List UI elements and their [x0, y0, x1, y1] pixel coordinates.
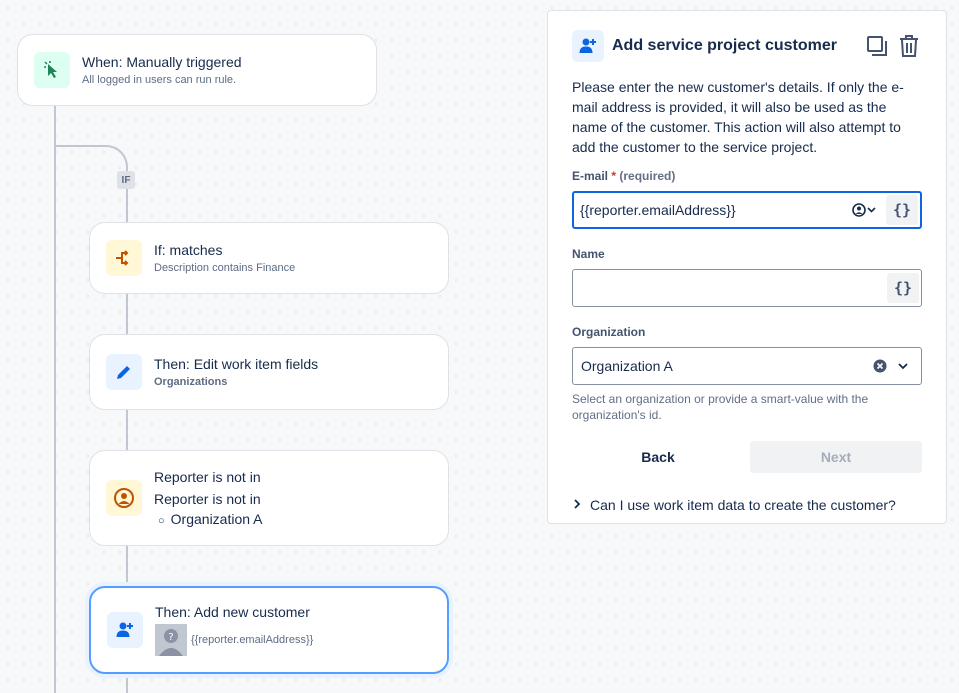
if-badge: IF [117, 171, 135, 189]
reporter-bullet-text: Organization A [170, 511, 263, 527]
condition-sub: Description contains Finance [154, 262, 296, 274]
reporter-condition-card[interactable] [89, 450, 449, 546]
delete-button[interactable] [896, 32, 922, 60]
user-picker-button[interactable] [852, 202, 878, 218]
organization-hint: Select an organization or provide a smart-value with the organization's id. [572, 392, 869, 422]
chevron-right-icon [572, 497, 582, 513]
avatar [155, 624, 187, 656]
required-mark: * [611, 169, 617, 183]
name-label: Name [572, 247, 605, 261]
config-panel [547, 10, 947, 524]
required-text: (required) [619, 169, 676, 183]
organization-value: Organization A [581, 358, 673, 374]
pencil-icon [106, 354, 142, 390]
email-field[interactable] [572, 191, 922, 229]
smart-value-button[interactable]: {} [887, 273, 919, 303]
branch-icon [106, 240, 142, 276]
duplicate-icon [866, 35, 888, 57]
add-customer-sub-row [155, 624, 313, 656]
clear-icon [873, 359, 887, 373]
edit-fields-sub: Organizations [154, 376, 228, 388]
trash-icon [898, 34, 920, 58]
person-chevron-icon [852, 202, 878, 218]
person-circle-icon [106, 480, 142, 516]
condition-card[interactable] [89, 222, 449, 294]
edit-fields-title: Then: Edit work item fields [154, 356, 319, 372]
organization-select[interactable] [572, 347, 922, 385]
reporter-title: Reporter is not in [154, 469, 261, 485]
add-person-icon [572, 30, 604, 62]
chevron-down-icon [897, 361, 909, 371]
reporter-bullet [154, 511, 263, 527]
email-label [572, 169, 922, 185]
dropdown-button[interactable] [897, 361, 909, 371]
add-customer-card[interactable] [89, 586, 449, 674]
back-button[interactable]: Back [641, 449, 675, 465]
name-field[interactable] [572, 269, 922, 307]
bullet-icon: ○ [158, 515, 165, 527]
next-button[interactable]: Next [750, 441, 922, 473]
duplicate-button[interactable] [864, 32, 890, 60]
add-customer-sub: {{reporter.emailAddress}} [191, 634, 314, 646]
cursor-click-icon [34, 52, 70, 88]
organization-label: Organization [572, 325, 646, 339]
faq-text: Can I use work item data to create the customer? [590, 497, 896, 513]
connector-main [54, 104, 56, 693]
edit-fields-card[interactable] [89, 334, 449, 410]
smart-value-button[interactable]: {} [886, 195, 918, 225]
email-value: {{reporter.emailAddress}} [580, 202, 736, 218]
faq-expander[interactable] [572, 497, 922, 513]
add-person-icon [107, 612, 143, 648]
panel-actions [572, 441, 922, 473]
condition-title: If: matches [154, 242, 223, 258]
panel-title: Add service project customer [612, 37, 837, 54]
reporter-line2: Reporter is not in [154, 491, 261, 507]
trigger-sub: All logged in users can run rule. [82, 74, 237, 86]
trigger-card[interactable] [17, 34, 377, 106]
clear-button[interactable] [873, 359, 887, 373]
svg-text:?: ? [168, 632, 174, 643]
add-customer-title: Then: Add new customer [155, 604, 310, 620]
email-label-text: E-mail [572, 169, 609, 183]
panel-header [572, 29, 922, 63]
trigger-title: When: Manually triggered [82, 54, 242, 70]
connector-branch [55, 145, 105, 147]
panel-description: Please enter the new customer's details. If only the e-mail address is provided, it will also be used as the name of the customer. This action will also attempt to add the customer to the service project. [572, 79, 904, 155]
